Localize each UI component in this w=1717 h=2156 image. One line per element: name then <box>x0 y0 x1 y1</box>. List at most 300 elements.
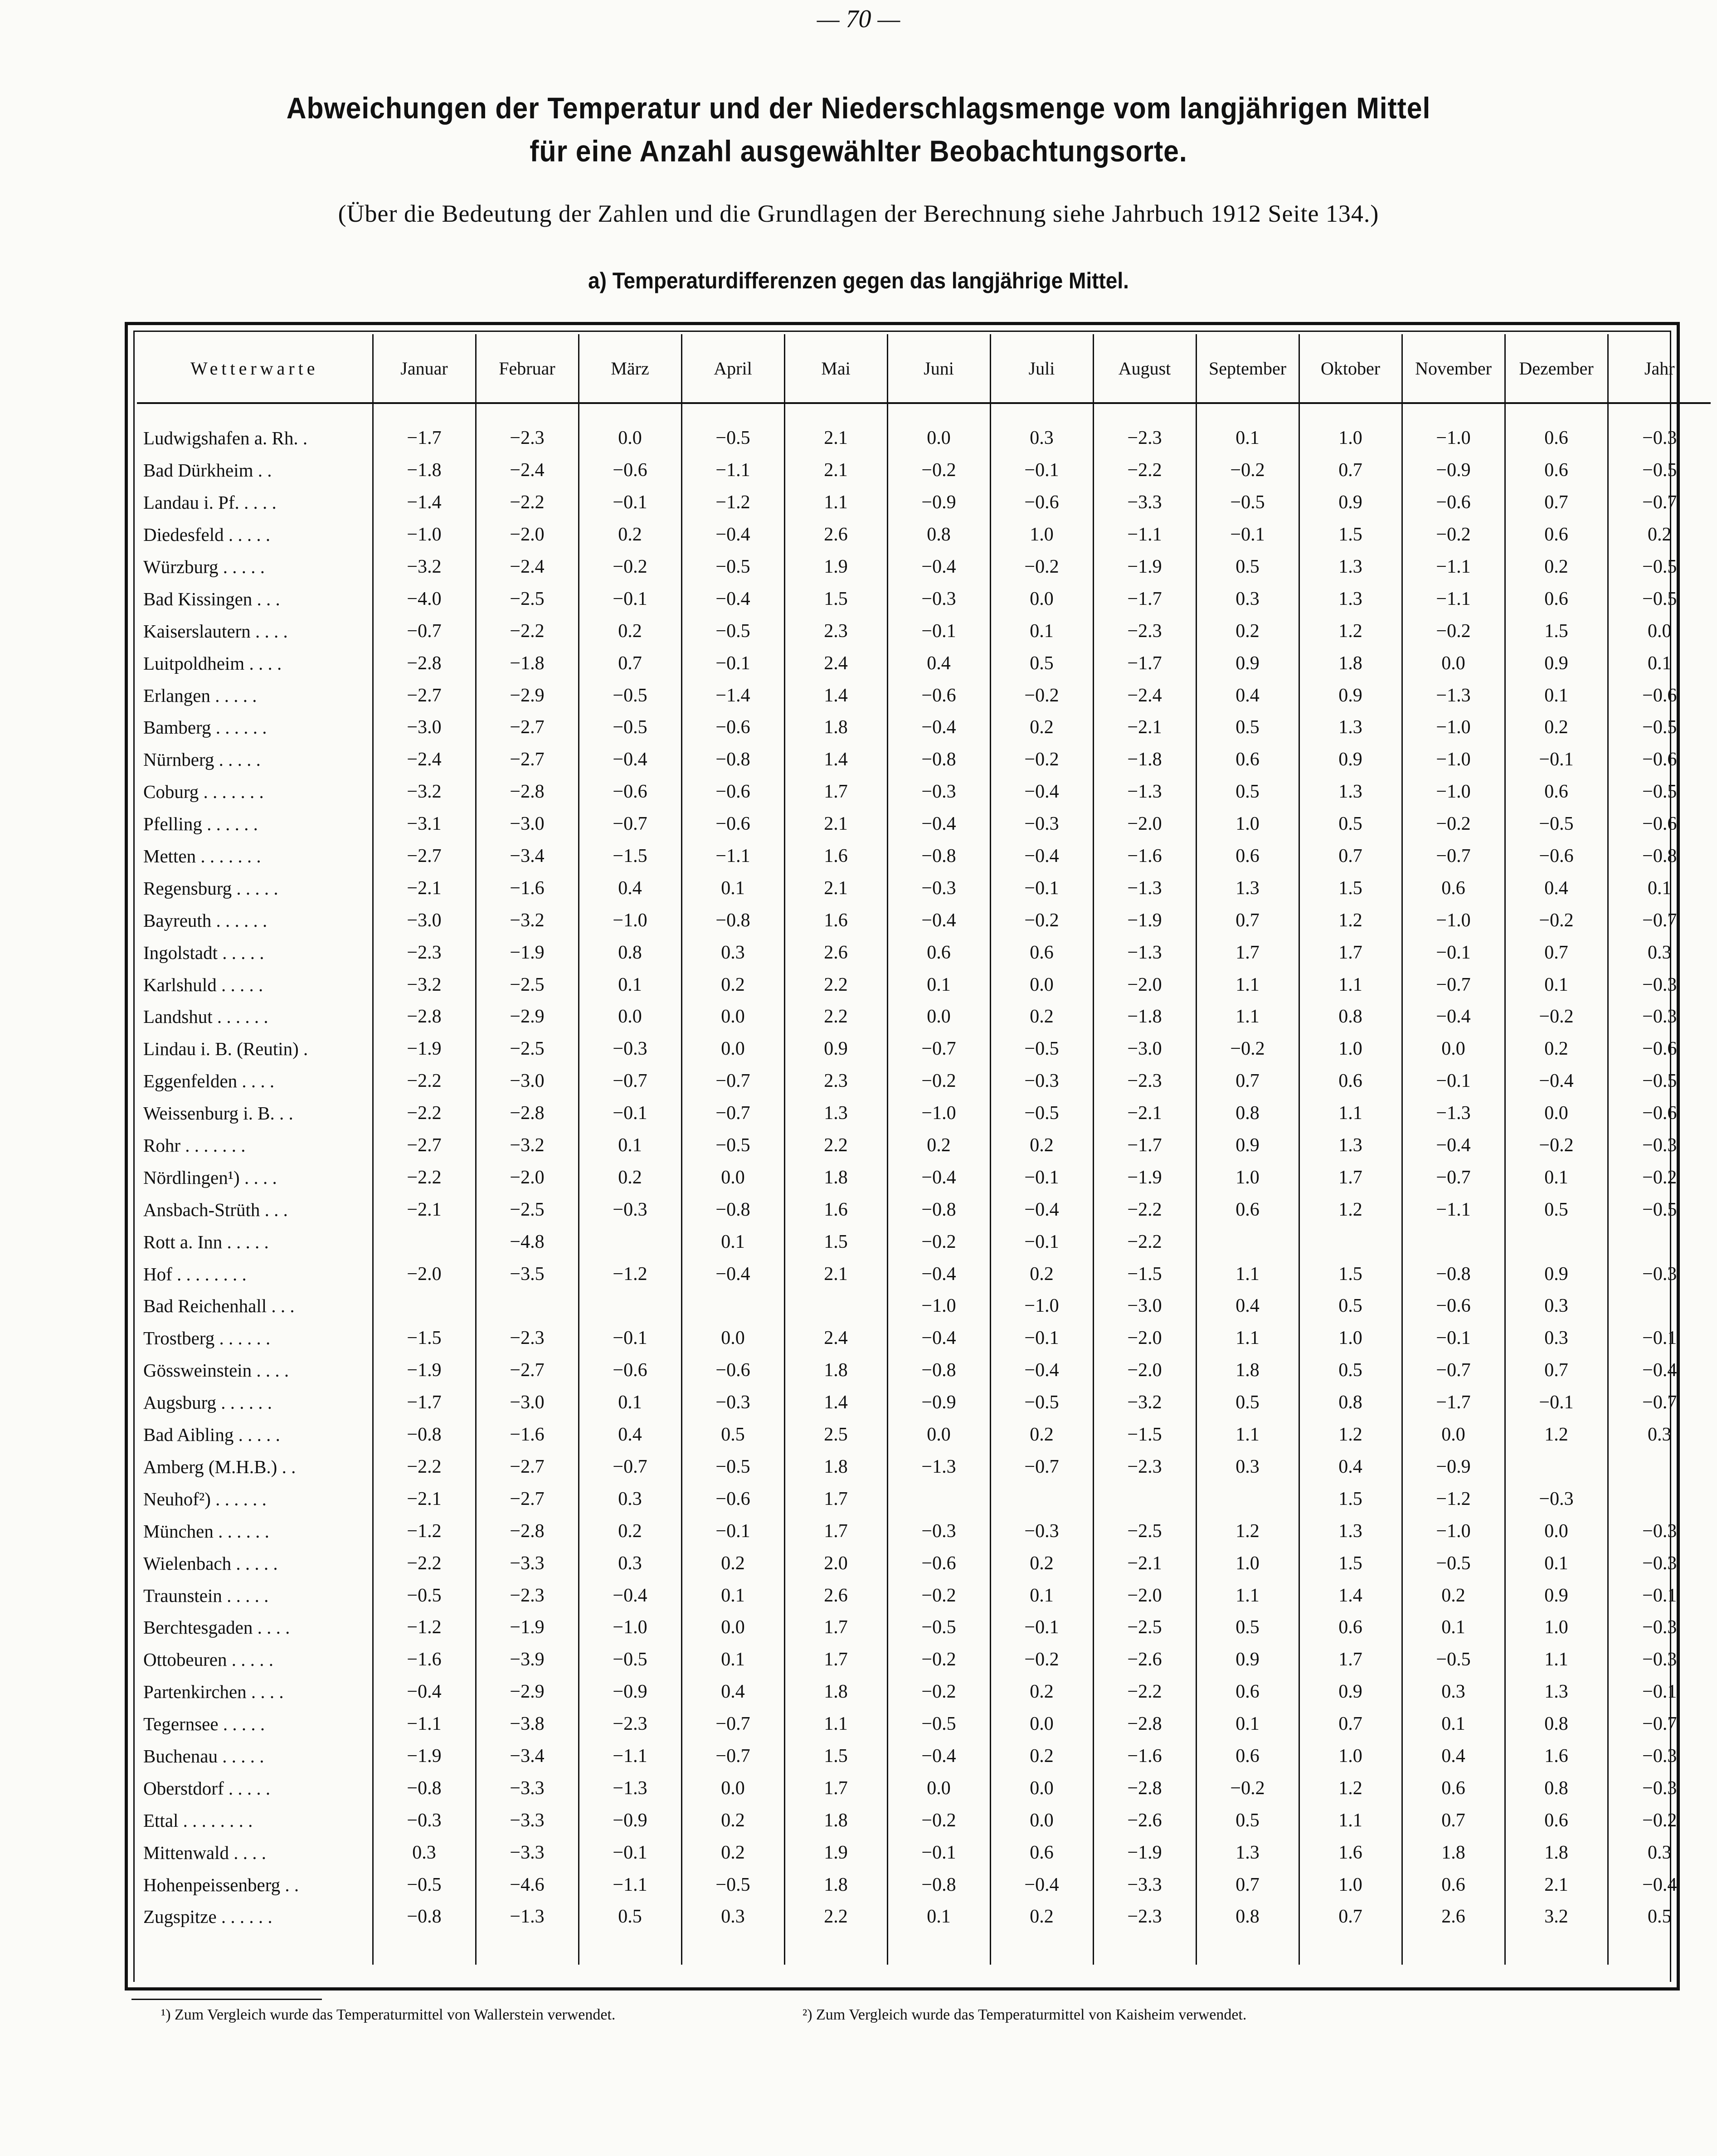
temperature-cell-november: 0.2 <box>1402 1579 1505 1611</box>
table-row <box>137 1804 1711 1836</box>
temperature-cell-juni: −0.2 <box>887 1644 990 1676</box>
temperature-cell-märz: −0.6 <box>579 776 681 808</box>
temperature-cell-mai: 1.1 <box>784 1708 887 1740</box>
temperature-cell-dezember: 0.0 <box>1505 1097 1608 1129</box>
temperature-cell-juli: 0.2 <box>990 1001 1093 1033</box>
temperature-cell-juni: −0.5 <box>887 1708 990 1740</box>
temperature-cell-september: 1.8 <box>1196 1354 1299 1387</box>
temperature-cell-september: 0.5 <box>1196 1804 1299 1836</box>
temperature-cell-dezember: 0.8 <box>1505 1708 1608 1740</box>
temperature-cell-februar: −2.5 <box>476 1033 579 1065</box>
temperature-cell-dezember: 0.2 <box>1505 1033 1608 1065</box>
temperature-cell-april: −0.1 <box>681 1515 784 1547</box>
temperature-cell-november: −1.1 <box>1402 583 1505 615</box>
temperature-cell-februar: −3.3 <box>476 1772 579 1804</box>
temperature-cell-mai: 2.2 <box>784 1901 887 1933</box>
temperature-cell-dezember: −0.6 <box>1505 840 1608 872</box>
temperature-cell-august: −2.2 <box>1093 1226 1196 1258</box>
temperature-cell-juni: 0.4 <box>887 647 990 679</box>
temperature-cell-april: −0.7 <box>681 1097 784 1129</box>
temperature-cell-august: −1.5 <box>1093 1419 1196 1451</box>
station-name: Berchtesgaden . . . . <box>143 1617 290 1638</box>
temperature-cell-juli: −0.3 <box>990 1065 1093 1097</box>
table-row <box>137 776 1711 808</box>
temperature-cell-mai: 2.1 <box>784 422 887 454</box>
temperature-cell-februar: −3.3 <box>476 1804 579 1836</box>
temperature-cell-januar: −2.2 <box>373 1065 476 1097</box>
temperature-cell-april: 0.2 <box>681 1804 784 1836</box>
temperature-cell-februar: −2.7 <box>476 1354 579 1387</box>
temperature-cell-juni: −0.4 <box>887 711 990 744</box>
temperature-cell-april: 0.4 <box>681 1676 784 1708</box>
temperature-cell-oktober: 1.4 <box>1299 1579 1402 1611</box>
table-row <box>137 1483 1711 1515</box>
temperature-cell-september: 0.5 <box>1196 551 1299 583</box>
station-name: Ingolstadt . . . . . <box>143 942 264 963</box>
temperature-cell-august: −2.0 <box>1093 1579 1196 1611</box>
temperature-cell-juli: 0.1 <box>990 615 1093 647</box>
table-header-row <box>137 334 1711 403</box>
table-row <box>137 744 1711 776</box>
station-name: Bad Aibling . . . . . <box>143 1424 280 1445</box>
temperature-cell-februar: −2.5 <box>476 583 579 615</box>
temperature-cell-juli: 0.0 <box>990 583 1093 615</box>
temperature-cell-januar: −1.9 <box>373 1740 476 1772</box>
empty-cell <box>887 1933 990 1965</box>
temperature-cell-februar: −3.3 <box>476 1547 579 1579</box>
temperature-cell-jahr: −0.2 <box>1608 1804 1711 1836</box>
temperature-cell-juli: −0.2 <box>990 904 1093 936</box>
temperature-cell-november: −0.1 <box>1402 1065 1505 1097</box>
empty-cell <box>373 1933 476 1965</box>
temperature-cell-april: −0.6 <box>681 776 784 808</box>
station-name: Karlshuld . . . . . <box>143 974 263 995</box>
temperature-cell-januar: −2.2 <box>373 1097 476 1129</box>
temperature-cell-januar: −2.1 <box>373 1483 476 1515</box>
temperature-cell-september: 0.9 <box>1196 1644 1299 1676</box>
column-header-november: November <box>1402 334 1505 403</box>
temperature-cell-juli: −0.6 <box>990 487 1093 519</box>
temperature-cell-juli: 0.2 <box>990 1901 1093 1933</box>
empty-cell <box>681 403 784 422</box>
temperature-cell-oktober: 0.7 <box>1299 454 1402 487</box>
table-row <box>137 936 1711 968</box>
column-header-mai: Mai <box>784 334 887 403</box>
temperature-cell-september: 0.6 <box>1196 1676 1299 1708</box>
temperature-cell-oktober: 1.2 <box>1299 1193 1402 1226</box>
temperature-cell-januar: −2.1 <box>373 872 476 904</box>
temperature-cell-november: −0.4 <box>1402 1129 1505 1162</box>
temperature-cell-april: 0.0 <box>681 1001 784 1033</box>
temperature-cell-november: −0.6 <box>1402 487 1505 519</box>
temperature-cell-januar: 0.3 <box>373 1836 476 1869</box>
temperature-cell-juli: 0.2 <box>990 1676 1093 1708</box>
temperature-cell-november: 0.0 <box>1402 1419 1505 1451</box>
temperature-cell-juni: −0.7 <box>887 1033 990 1065</box>
temperature-cell-jahr: −0.3 <box>1608 1772 1711 1804</box>
temperature-cell-märz: −0.4 <box>579 744 681 776</box>
temperature-cell-september: 0.7 <box>1196 904 1299 936</box>
temperature-cell-september: 0.5 <box>1196 1387 1299 1419</box>
temperature-cell-dezember: 1.3 <box>1505 1676 1608 1708</box>
temperature-cell-februar <box>476 1290 579 1322</box>
temperature-cell-märz: 0.2 <box>579 1515 681 1547</box>
empty-cell <box>1196 403 1299 422</box>
temperature-cell-november: −1.3 <box>1402 1097 1505 1129</box>
temperature-cell-jahr: −0.6 <box>1608 1033 1711 1065</box>
temperature-cell-februar: −2.3 <box>476 1322 579 1354</box>
temperature-cell-juli: −0.1 <box>990 872 1093 904</box>
temperature-cell-september: 1.2 <box>1196 1515 1299 1547</box>
temperature-cell-april: 0.2 <box>681 1547 784 1579</box>
temperature-cell-jahr: −0.6 <box>1608 1097 1711 1129</box>
temperature-cell-januar: −2.2 <box>373 1547 476 1579</box>
temperature-cell-oktober: 1.5 <box>1299 519 1402 551</box>
temperature-cell-jahr: −0.5 <box>1608 454 1711 487</box>
temperature-cell-april: −0.6 <box>681 808 784 840</box>
temperature-cell-mai: 1.7 <box>784 1644 887 1676</box>
temperature-cell-mai: 1.8 <box>784 1869 887 1901</box>
empty-cell <box>1299 1933 1402 1965</box>
station-name: Diedesfeld . . . . . <box>143 524 271 545</box>
empty-cell <box>990 403 1093 422</box>
temperature-cell-august: −3.3 <box>1093 1869 1196 1901</box>
temperature-cell-april: −0.7 <box>681 1065 784 1097</box>
temperature-cell-september: 0.7 <box>1196 1869 1299 1901</box>
temperature-cell-april: 0.0 <box>681 1772 784 1804</box>
temperature-cell-april: −0.6 <box>681 1483 784 1515</box>
station-name: München . . . . . . <box>143 1520 269 1542</box>
temperature-cell-märz: −0.5 <box>579 711 681 744</box>
temperature-cell-mai: 1.6 <box>784 904 887 936</box>
temperature-cell-oktober: 1.6 <box>1299 1836 1402 1869</box>
temperature-cell-mai: 1.6 <box>784 840 887 872</box>
temperature-cell-juni: −0.9 <box>887 487 990 519</box>
temperature-cell-juli: −1.0 <box>990 1290 1093 1322</box>
station-name: Landau i. Pf. . . . . <box>143 492 277 513</box>
temperature-cell-april: −1.2 <box>681 487 784 519</box>
temperature-cell-mai: 2.3 <box>784 615 887 647</box>
table-row <box>137 1419 1711 1451</box>
temperature-cell-november: −0.9 <box>1402 454 1505 487</box>
temperature-cell-august: −1.7 <box>1093 1129 1196 1162</box>
temperature-cell-januar: −1.5 <box>373 1322 476 1354</box>
temperature-cell-dezember: 0.3 <box>1505 1290 1608 1322</box>
temperature-cell-november <box>1402 1226 1505 1258</box>
temperature-cell-november: −1.1 <box>1402 551 1505 583</box>
temperature-cell-januar: −0.8 <box>373 1901 476 1933</box>
temperature-cell-dezember: 0.6 <box>1505 422 1608 454</box>
temperature-cell-mai: 1.7 <box>784 1772 887 1804</box>
temperature-cell-märz: 0.8 <box>579 936 681 968</box>
temperature-cell-november: 0.6 <box>1402 872 1505 904</box>
temperature-cell-oktober: 1.3 <box>1299 551 1402 583</box>
temperature-cell-september: −0.5 <box>1196 487 1299 519</box>
empty-cell <box>476 1933 579 1965</box>
temperature-cell-juni: −0.4 <box>887 808 990 840</box>
temperature-cell-november: 0.4 <box>1402 1740 1505 1772</box>
temperature-cell-november: −1.0 <box>1402 422 1505 454</box>
temperature-cell-mai: 1.8 <box>784 1804 887 1836</box>
temperature-cell-jahr: −0.3 <box>1608 422 1711 454</box>
temperature-cell-august: −1.9 <box>1093 1836 1196 1869</box>
temperature-cell-august: −2.3 <box>1093 1065 1196 1097</box>
temperature-cell-august: −2.2 <box>1093 454 1196 487</box>
temperature-cell-februar: −2.7 <box>476 1483 579 1515</box>
temperature-cell-dezember: 0.6 <box>1505 1804 1608 1836</box>
temperature-cell-märz: −0.5 <box>579 1644 681 1676</box>
temperature-cell-august: −2.0 <box>1093 808 1196 840</box>
temperature-cell-januar: −0.3 <box>373 1804 476 1836</box>
empty-cell <box>373 403 476 422</box>
temperature-cell-oktober: 0.9 <box>1299 1676 1402 1708</box>
temperature-cell-juni: −0.2 <box>887 1676 990 1708</box>
temperature-cell-april: −0.8 <box>681 904 784 936</box>
temperature-cell-august: −2.0 <box>1093 1354 1196 1387</box>
temperature-cell-februar: −3.0 <box>476 1387 579 1419</box>
temperature-cell-dezember: 0.1 <box>1505 1161 1608 1193</box>
temperature-cell-januar: −1.7 <box>373 422 476 454</box>
empty-cell <box>1299 403 1402 422</box>
temperature-cell-april: −0.3 <box>681 1387 784 1419</box>
station-name: Neuhof²) . . . . . . <box>143 1488 267 1509</box>
temperature-cell-märz: −1.1 <box>579 1869 681 1901</box>
temperature-cell-juni: −0.2 <box>887 1226 990 1258</box>
temperature-cell-november: −1.0 <box>1402 904 1505 936</box>
temperature-cell-april: −0.5 <box>681 1451 784 1483</box>
column-header-märz: März <box>579 334 681 403</box>
temperature-cell-jahr: 0.1 <box>1608 872 1711 904</box>
station-name: Zugspitze . . . . . . <box>143 1906 272 1927</box>
temperature-cell-august: −3.0 <box>1093 1290 1196 1322</box>
temperature-cell-januar: −1.9 <box>373 1354 476 1387</box>
temperature-cell-april: 0.1 <box>681 1579 784 1611</box>
temperature-cell-mai: 2.0 <box>784 1547 887 1579</box>
temperature-cell-oktober: 0.6 <box>1299 1611 1402 1644</box>
table-row <box>137 904 1711 936</box>
temperature-cell-november: −1.2 <box>1402 1483 1505 1515</box>
temperature-cell-oktober: 0.6 <box>1299 1065 1402 1097</box>
temperature-cell-dezember: 1.1 <box>1505 1644 1608 1676</box>
temperature-cell-dezember: 1.8 <box>1505 1836 1608 1869</box>
temperature-cell-dezember: 0.0 <box>1505 1515 1608 1547</box>
table-row <box>137 1001 1711 1033</box>
temperature-cell-august: −1.9 <box>1093 1161 1196 1193</box>
table-body <box>137 403 1711 1965</box>
temperature-cell-februar: −3.9 <box>476 1644 579 1676</box>
temperature-cell-dezember: 1.6 <box>1505 1740 1608 1772</box>
table-row <box>137 1226 1711 1258</box>
temperature-cell-jahr: −0.4 <box>1608 1354 1711 1387</box>
temperature-cell-april: 0.0 <box>681 1161 784 1193</box>
temperature-cell-februar: −4.8 <box>476 1226 579 1258</box>
temperature-cell-märz <box>579 1226 681 1258</box>
station-name: Bad Reichenhall . . . <box>143 1295 295 1317</box>
temperature-cell-oktober: 1.2 <box>1299 615 1402 647</box>
temperature-cell-november: 0.0 <box>1402 647 1505 679</box>
temperature-cell-mai: 1.7 <box>784 1611 887 1644</box>
station-name: Mittenwald . . . . <box>143 1842 267 1863</box>
station-name: Ludwigshafen a. Rh. . <box>143 428 308 449</box>
column-header-februar: Februar <box>476 334 579 403</box>
temperature-cell-januar: −2.7 <box>373 679 476 711</box>
empty-cell <box>1608 403 1711 422</box>
temperature-cell-februar: −2.5 <box>476 968 579 1001</box>
table-trailer-row <box>137 1933 1711 1965</box>
temperature-cell-september: 1.0 <box>1196 1547 1299 1579</box>
temperature-cell-oktober: 0.9 <box>1299 679 1402 711</box>
temperature-cell-oktober: 1.0 <box>1299 1869 1402 1901</box>
temperature-cell-mai: 1.5 <box>784 1226 887 1258</box>
table-row <box>137 583 1711 615</box>
temperature-cell-juni: −0.3 <box>887 1515 990 1547</box>
temperature-cell-november: −1.0 <box>1402 776 1505 808</box>
temperature-cell-september: 0.5 <box>1196 776 1299 808</box>
station-name: Pfelling . . . . . . <box>143 813 258 835</box>
temperature-cell-juni: −0.2 <box>887 1065 990 1097</box>
temperature-cell-märz: 0.2 <box>579 615 681 647</box>
temperature-cell-april: −0.5 <box>681 551 784 583</box>
temperature-cell-dezember: 0.7 <box>1505 487 1608 519</box>
page-title-line-2: für eine Anzahl ausgewählter Beobachtungsorte. <box>530 134 1187 168</box>
temperature-cell-dezember: 0.7 <box>1505 936 1608 968</box>
table-row <box>137 1836 1711 1869</box>
temperature-cell-juli: −0.4 <box>990 1354 1093 1387</box>
temperature-cell-november: 0.1 <box>1402 1611 1505 1644</box>
temperature-cell-jahr: −0.5 <box>1608 551 1711 583</box>
temperature-table <box>137 334 1711 1965</box>
temperature-cell-august: −1.3 <box>1093 936 1196 968</box>
temperature-cell-jahr: −0.8 <box>1608 840 1711 872</box>
temperature-cell-juni: −0.4 <box>887 1740 990 1772</box>
temperature-cell-dezember: 0.8 <box>1505 1772 1608 1804</box>
temperature-cell-juni: 0.0 <box>887 422 990 454</box>
station-name: Regensburg . . . . . <box>143 877 278 899</box>
temperature-cell-mai: 2.1 <box>784 454 887 487</box>
temperature-cell-april: 0.2 <box>681 968 784 1001</box>
station-name: Ansbach-Strüth . . . <box>143 1199 288 1220</box>
station-name: Wielenbach . . . . . <box>143 1553 278 1574</box>
temperature-cell-juli: 1.0 <box>990 519 1093 551</box>
temperature-cell-august: −3.3 <box>1093 487 1196 519</box>
temperature-cell-november: 2.6 <box>1402 1901 1505 1933</box>
temperature-cell-oktober: 0.7 <box>1299 1901 1402 1933</box>
temperature-cell-september: 1.1 <box>1196 1419 1299 1451</box>
empty-cell <box>137 1933 373 1965</box>
temperature-cell-juli: −0.5 <box>990 1387 1093 1419</box>
temperature-cell-juni: −0.9 <box>887 1387 990 1419</box>
temperature-cell-juli: 0.3 <box>990 422 1093 454</box>
temperature-cell-august: −2.8 <box>1093 1708 1196 1740</box>
temperature-cell-september: 0.5 <box>1196 711 1299 744</box>
empty-cell <box>784 403 887 422</box>
temperature-cell-februar: −1.3 <box>476 1901 579 1933</box>
temperature-cell-april: −0.8 <box>681 1193 784 1226</box>
temperature-cell-november: −0.6 <box>1402 1290 1505 1322</box>
temperature-cell-oktober: 1.7 <box>1299 1161 1402 1193</box>
temperature-cell-august: −1.3 <box>1093 776 1196 808</box>
temperature-cell-juni: 0.2 <box>887 1129 990 1162</box>
temperature-cell-januar: −1.2 <box>373 1611 476 1644</box>
temperature-cell-september: 0.6 <box>1196 1740 1299 1772</box>
temperature-cell-november: −0.7 <box>1402 968 1505 1001</box>
temperature-cell-jahr: −0.3 <box>1608 1611 1711 1644</box>
temperature-cell-juli: 0.6 <box>990 936 1093 968</box>
temperature-cell-oktober: 1.0 <box>1299 1322 1402 1354</box>
temperature-cell-märz: −0.9 <box>579 1804 681 1836</box>
temperature-cell-juli: −0.4 <box>990 840 1093 872</box>
temperature-cell-juni: 0.1 <box>887 1901 990 1933</box>
column-header-station: Wetterwarte <box>137 334 373 403</box>
temperature-cell-jahr: 0.0 <box>1608 615 1711 647</box>
temperature-cell-jahr: −0.5 <box>1608 1193 1711 1226</box>
temperature-cell-november: −0.2 <box>1402 808 1505 840</box>
temperature-cell-märz: −0.1 <box>579 1097 681 1129</box>
temperature-cell-februar: −2.0 <box>476 519 579 551</box>
temperature-cell-februar: −2.4 <box>476 551 579 583</box>
temperature-cell-august: −1.8 <box>1093 744 1196 776</box>
temperature-cell-oktober: 1.2 <box>1299 1419 1402 1451</box>
temperature-cell-mai: 1.6 <box>784 1193 887 1226</box>
temperature-cell-juni: 0.6 <box>887 936 990 968</box>
temperature-cell-februar: −2.8 <box>476 776 579 808</box>
temperature-cell-september: 0.3 <box>1196 1451 1299 1483</box>
footnote-1: ¹) Zum Vergleich wurde das Temperaturmittel von Wallerstein verwendet. <box>161 2006 616 2023</box>
temperature-cell-januar: −0.7 <box>373 615 476 647</box>
temperature-cell-märz: −0.1 <box>579 583 681 615</box>
temperature-cell-februar: −1.9 <box>476 936 579 968</box>
temperature-cell-september: 0.1 <box>1196 422 1299 454</box>
temperature-cell-jahr: −0.7 <box>1608 904 1711 936</box>
temperature-cell-november: −0.2 <box>1402 519 1505 551</box>
temperature-cell-januar: −1.0 <box>373 519 476 551</box>
temperature-cell-januar: −3.0 <box>373 711 476 744</box>
temperature-cell-märz: 0.2 <box>579 1161 681 1193</box>
temperature-cell-juli: −0.1 <box>990 1611 1093 1644</box>
temperature-cell-jahr: −0.5 <box>1608 583 1711 615</box>
station-name: Bad Dürkheim . . <box>143 460 272 481</box>
temperature-cell-oktober: 1.5 <box>1299 1258 1402 1290</box>
temperature-cell-september: 0.1 <box>1196 1708 1299 1740</box>
temperature-cell-juni: −0.3 <box>887 583 990 615</box>
station-name: Ettal . . . . . . . . <box>143 1810 253 1831</box>
temperature-cell-januar: −0.5 <box>373 1579 476 1611</box>
temperature-cell-februar: −1.8 <box>476 647 579 679</box>
temperature-cell-jahr: −0.3 <box>1608 1644 1711 1676</box>
temperature-cell-mai: 1.5 <box>784 1740 887 1772</box>
temperature-cell-jahr: −0.4 <box>1608 1869 1711 1901</box>
temperature-cell-september: 1.3 <box>1196 1836 1299 1869</box>
temperature-cell-märz: −0.4 <box>579 1579 681 1611</box>
column-header-september: September <box>1196 334 1299 403</box>
empty-cell <box>1505 1933 1608 1965</box>
station-name: Rott a. Inn . . . . . <box>143 1231 269 1252</box>
station-name: Trostberg . . . . . . <box>143 1328 271 1349</box>
temperature-cell-dezember: 0.6 <box>1505 519 1608 551</box>
temperature-cell-april: −0.1 <box>681 647 784 679</box>
temperature-cell-mai: 2.5 <box>784 1419 887 1451</box>
temperature-cell-januar: −2.4 <box>373 744 476 776</box>
temperature-cell-oktober: 1.8 <box>1299 647 1402 679</box>
temperature-cell-august: −2.3 <box>1093 1451 1196 1483</box>
temperature-cell-august: −2.1 <box>1093 1547 1196 1579</box>
temperature-cell-märz: −1.1 <box>579 1740 681 1772</box>
station-name: Würzburg . . . . . <box>143 556 265 577</box>
temperature-cell-juni: −0.3 <box>887 872 990 904</box>
temperature-cell-februar: −2.3 <box>476 422 579 454</box>
temperature-cell-oktober: 1.2 <box>1299 904 1402 936</box>
temperature-cell-februar: −2.9 <box>476 1001 579 1033</box>
